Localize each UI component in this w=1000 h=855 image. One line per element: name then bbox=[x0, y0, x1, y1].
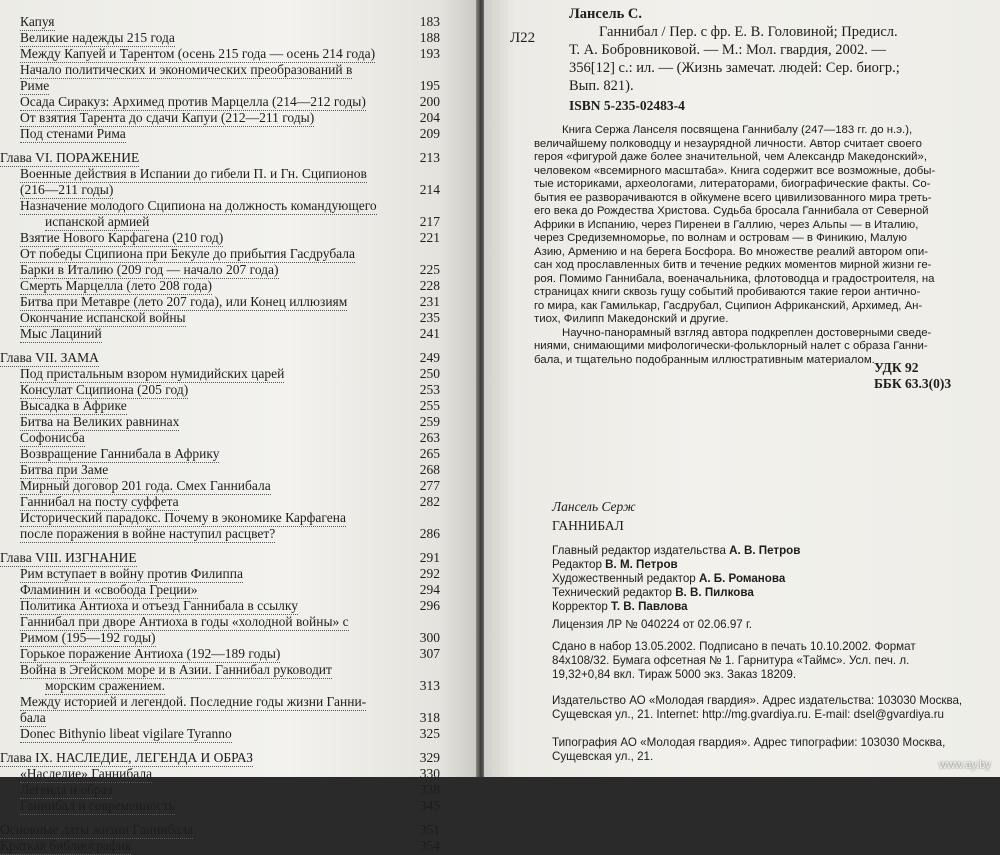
table-of-contents bbox=[0, 14, 440, 854]
toc-entry-title: испанской армией bbox=[45, 214, 150, 229]
toc-chapter bbox=[0, 550, 440, 566]
toc-entry-title: Donec Bithynio libeat vigilare Tyranno bbox=[20, 726, 232, 741]
toc-page-number: 213 bbox=[419, 150, 440, 165]
toc-entry-title: морским сражением. bbox=[45, 678, 165, 693]
bib-line: Лансель С. bbox=[569, 6, 642, 22]
toc-entry-title: Высадка в Африке bbox=[20, 398, 127, 413]
credit-line: Технический редактор В. В. Пилкова bbox=[552, 586, 754, 599]
toc-entry bbox=[0, 214, 440, 230]
toc-entry-title: Начало политических и экономических преобразований в bbox=[20, 62, 353, 77]
toc-entry bbox=[0, 662, 440, 678]
toc-entry-title: Смерть Марцелла (лето 208 года) bbox=[20, 278, 212, 293]
toc-page-number: 188 bbox=[419, 30, 440, 45]
author-name: Лансель Серж bbox=[552, 499, 636, 514]
bibliographic-record bbox=[569, 5, 959, 115]
toc-entry-title: Глава IX. НАСЛЕДИЕ, ЛЕГЕНДА И ОБРАЗ bbox=[0, 750, 254, 765]
toc-entry bbox=[0, 582, 440, 598]
toc-entry bbox=[0, 614, 440, 630]
annotation-line: бала, и тщательно подобранным иллюстративным материалом. bbox=[534, 353, 875, 366]
udk: УДК 92 bbox=[874, 360, 919, 375]
print-info-line: 84x108/32. Бумага офсетная № 1. Гарнитура «Таймс». Усл. печ. л. bbox=[552, 654, 910, 667]
toc-entry bbox=[0, 478, 440, 494]
print-info bbox=[552, 640, 916, 682]
toc-entry-title: Краткая библиография bbox=[0, 838, 132, 853]
toc-page-number: 183 bbox=[419, 14, 440, 29]
toc-entry-title: Мыс Лациний bbox=[20, 326, 102, 341]
toc-page-number: 325 bbox=[419, 726, 440, 741]
toc-page-number: 294 bbox=[419, 582, 440, 597]
toc-entry-title: Назначение молодого Сципиона на должность командующего bbox=[20, 198, 377, 213]
toc-entry-title: Консулат Сципиона (205 год) bbox=[20, 382, 189, 397]
toc-entry bbox=[0, 462, 440, 478]
toc-gap bbox=[0, 342, 440, 350]
toc-entry-title: Глава VIII. ИЗГНАНИЕ bbox=[0, 550, 137, 565]
toc-entry bbox=[0, 798, 440, 814]
toc-entry-title: От победы Сципиона при Бекуле до прибытия Гасдрубала bbox=[20, 246, 356, 261]
annotation-line: тые историками, археологами, литераторами, биографические факты. Со- bbox=[534, 178, 931, 190]
bib-line: Вып. 821). bbox=[569, 78, 634, 94]
toc-entry bbox=[0, 446, 440, 462]
bib-line: Ганнибал / Пер. с фр. Е. В. Головиной; Предисл. bbox=[599, 24, 898, 40]
annotation-line: Научно-панорамный взгляд автора подкреплен достоверными сведе- bbox=[562, 326, 932, 339]
toc-entry-title: От взятия Тарента до сдачи Капуи (212—211 годы) bbox=[20, 110, 315, 125]
toc-page-number: 318 bbox=[419, 710, 440, 725]
toc-page-number: 259 bbox=[419, 414, 440, 429]
toc-gap bbox=[0, 814, 440, 822]
toc-chapter bbox=[0, 838, 440, 854]
toc-entry-title: бала bbox=[20, 710, 46, 725]
toc-entry bbox=[0, 598, 440, 614]
toc-entry bbox=[0, 710, 440, 726]
annotation-line: ниями, снимающими мифологически-фольклорный налет с образа Ганни- bbox=[534, 340, 928, 352]
toc-entry bbox=[0, 246, 440, 262]
toc-entry-title: Мирный договор 201 года. Смех Ганнибала bbox=[20, 478, 271, 493]
toc-entry-title: Глава VII. ЗАМА bbox=[0, 350, 99, 365]
toc-page-number: 345 bbox=[419, 798, 440, 813]
toc-page-number: 277 bbox=[419, 478, 440, 493]
toc-entry-title: Ганнибал при дворе Антиоха в годы «холодной войны» с bbox=[20, 614, 349, 629]
typography-info bbox=[552, 736, 945, 764]
typography-line: Сущевская ул., 21. bbox=[552, 750, 654, 763]
toc-entry-title: Ганнибал на посту суффета bbox=[20, 494, 179, 509]
toc-entry-title: Софонисба bbox=[20, 430, 85, 445]
annotation-line: человеком «всемирного масштаба». Книга содержит все возможные, добы- bbox=[534, 164, 936, 177]
credit-line: Корректор Т. В. Павлова bbox=[552, 600, 688, 613]
toc-entry bbox=[0, 510, 440, 526]
toc-page-number: 263 bbox=[419, 430, 440, 445]
toc-entry-title: Под пристальным взором нумидийских царей bbox=[20, 366, 285, 381]
toc-chapter bbox=[0, 822, 440, 838]
toc-entry bbox=[0, 326, 440, 342]
toc-entry bbox=[0, 398, 440, 414]
toc-gap bbox=[0, 142, 440, 150]
toc-page-number: 200 bbox=[419, 94, 440, 109]
toc-entry bbox=[0, 78, 440, 94]
annotation-line: роя. Помимо Ганнибала, военачальника, флотоводца и градостроителя, на bbox=[534, 272, 935, 285]
toc-page-number: 330 bbox=[419, 766, 440, 781]
toc-entry-title: Окончание испанской войны bbox=[20, 310, 186, 325]
toc-entry bbox=[0, 294, 440, 310]
toc-entry bbox=[0, 262, 440, 278]
toc-entry-title: после поражения в войне наступил расцвет? bbox=[20, 526, 276, 541]
bib-line: Т. А. Бобровниковой. — М.: Мол. гвардия, 2002. — bbox=[569, 42, 887, 58]
toc-entry bbox=[0, 494, 440, 510]
toc-entry-title: (216—211 годы) bbox=[20, 182, 114, 197]
toc-page-number: 235 bbox=[419, 310, 440, 325]
annotation-line: бытия ее разворачиваются в ойкумене всего цивилизованного мира треть- bbox=[534, 191, 932, 204]
license: Лицензия ЛР № 040224 от 02.06.97 г. bbox=[552, 618, 752, 631]
toc-page-number: 228 bbox=[419, 278, 440, 293]
toc-entry-title: Возвращение Ганнибала в Африку bbox=[20, 446, 220, 461]
toc-entry-title: Ганнибал и современность bbox=[20, 798, 175, 813]
toc-entry bbox=[0, 182, 440, 198]
toc-entry bbox=[0, 46, 440, 62]
toc-entry-title: Осада Сиракуз: Архимед против Марцелла (214—212 годы) bbox=[20, 94, 366, 109]
toc-entry bbox=[0, 126, 440, 142]
toc-entry bbox=[0, 414, 440, 430]
toc-page-number: 225 bbox=[419, 262, 440, 277]
publisher-line: Издательство АО «Молодая гвардия». Адрес издательства: 103030 Москва, bbox=[552, 694, 963, 707]
toc-entry bbox=[0, 166, 440, 182]
bib-line: 356[12] с.: ил. — (Жизнь замечат. людей: Сер. биогр.; bbox=[569, 60, 900, 76]
toc-entry bbox=[0, 726, 440, 742]
toc-page-number: 204 bbox=[419, 110, 440, 125]
annotation-line: через Средиземноморье, по волнам и островам — в Финикию, Малую bbox=[534, 232, 907, 244]
toc-page-number: 351 bbox=[419, 822, 440, 837]
toc-entry bbox=[0, 30, 440, 46]
toc-page-number: 209 bbox=[419, 126, 440, 141]
typography-line: Типография АО «Молодая гвардия». Адрес типографии: 103030 Москва, bbox=[552, 736, 946, 749]
isbn: ISBN 5-235-02483-4 bbox=[569, 98, 685, 113]
toc-entry-title: Между историей и легендой. Последние годы жизни Ганни- bbox=[20, 694, 367, 709]
toc-entry bbox=[0, 694, 440, 710]
print-info-line: Сдано в набор 13.05.2002. Подписано в печать 10.10.2002. Формат bbox=[552, 640, 916, 653]
toc-entry bbox=[0, 630, 440, 646]
credit-line: Главный редактор издательства А. В. Петров bbox=[552, 544, 801, 557]
credits bbox=[552, 544, 800, 614]
toc-page-number: 313 bbox=[419, 678, 440, 693]
toc-entry bbox=[0, 646, 440, 662]
toc-gap bbox=[0, 542, 440, 550]
toc-entry-title: Битва при Метавре (лето 207 года), или Конец иллюзиям bbox=[20, 294, 348, 309]
publisher-line: Сущевская ул., 21. Internet: http://mg.gvardiya.ru. E-mail: dsel@gvardiya.ru bbox=[552, 708, 944, 721]
toc-page-number: 282 bbox=[419, 494, 440, 509]
annotation bbox=[534, 124, 954, 367]
toc-page-number: 329 bbox=[419, 750, 440, 765]
toc-page-number: 231 bbox=[419, 294, 440, 309]
toc-page-number: 253 bbox=[419, 382, 440, 397]
annotation-line: его века до Рождества Христова. Судьба бросала Ганнибала от Северной bbox=[534, 205, 929, 217]
toc-entry-title: Военные действия в Испании до гибели П. и Гн. Сципионов bbox=[20, 166, 367, 181]
toc-entry bbox=[0, 94, 440, 110]
toc-entry bbox=[0, 678, 440, 694]
annotation-line: Книга Сержа Ланселя посвящена Ганнибалу (247—183 гг. до н.э.), bbox=[562, 124, 913, 136]
toc-entry bbox=[0, 526, 440, 542]
toc-entry-title: Глава VI. ПОРАЖЕНИЕ bbox=[0, 150, 140, 165]
annotation-line: го мира, как Гамилькар, Гасдрубал, Сципион Африканский, Архимед, Ан- bbox=[534, 299, 923, 312]
toc-chapter bbox=[0, 350, 440, 366]
toc-entry-title: Фламинин и «свобода Греции» bbox=[20, 582, 198, 597]
toc-page-number: 217 bbox=[419, 214, 440, 229]
print-info-line: 19,32+0,84 вкл. Тираж 5000 экз. Заказ 18209. bbox=[552, 668, 797, 681]
toc-entry-title: Война в Эгейском море и в Азии. Ганнибал руководит bbox=[20, 662, 332, 677]
credit-line: Редактор В. М. Петров bbox=[552, 558, 678, 571]
toc-page-number: 296 bbox=[419, 598, 440, 613]
toc-page-number: 214 bbox=[419, 182, 440, 197]
annotation-line: Азию, Армению и на берега Босфора. Во множестве реалий автором опи- bbox=[534, 245, 928, 258]
credit-line: Художественный редактор А. Б. Романова bbox=[552, 572, 786, 585]
toc-page bbox=[0, 0, 478, 853]
toc-entry-title: Великие надежды 215 года bbox=[20, 30, 175, 45]
toc-entry-title: Основные даты жизни Ганнибала bbox=[0, 822, 194, 837]
toc-page-number: 286 bbox=[419, 526, 440, 541]
toc-entry-title: Римом (195—192 годы) bbox=[20, 630, 156, 645]
toc-entry-title: Легенда и образ bbox=[20, 782, 113, 797]
toc-entry bbox=[0, 430, 440, 446]
toc-entry-title: Битва на Великих равнинах bbox=[20, 414, 180, 429]
toc-entry bbox=[0, 230, 440, 246]
annotation-line: величайшему полководцу и незаурядной личности. Автор считает своего bbox=[534, 137, 922, 150]
toc-entry bbox=[0, 198, 440, 214]
toc-entry-title: Рим вступает в войну против Филиппа bbox=[20, 566, 243, 581]
toc-entry bbox=[0, 14, 440, 30]
book-title: ГАННИБАЛ bbox=[552, 518, 624, 533]
toc-entry-title: Исторический парадокс. Почему в экономике Карфагена bbox=[20, 510, 346, 525]
annotation-line: героя «фигурой даже более значительной, чем Александр Македонский», bbox=[534, 151, 928, 163]
publisher-info bbox=[552, 694, 962, 722]
toc-page-number: 221 bbox=[419, 230, 440, 245]
toc-entry bbox=[0, 366, 440, 382]
toc-entry-title: Риме bbox=[20, 78, 50, 93]
annotation-line: страницах книги сквозь гущу событий пробиваются такие герои антично- bbox=[534, 286, 921, 298]
toc-entry bbox=[0, 766, 440, 782]
toc-entry bbox=[0, 278, 440, 294]
toc-page-number: 268 bbox=[419, 462, 440, 477]
toc-entry-title: Под стенами Рима bbox=[20, 126, 126, 141]
toc-page-number: 241 bbox=[419, 326, 440, 341]
toc-page-number: 354 bbox=[419, 838, 440, 853]
toc-entry-title: Взятие Нового Карфагена (210 год) bbox=[20, 230, 224, 245]
toc-page-number: 250 bbox=[419, 366, 440, 381]
toc-gap bbox=[0, 742, 440, 750]
annotation-line: сан ход прославленных битв и течение редких моментов мирной жизни ге- bbox=[534, 259, 932, 271]
toc-entry bbox=[0, 110, 440, 126]
toc-entry-title: Политика Антиоха и отъезд Ганнибала в ссылку bbox=[20, 598, 298, 613]
toc-entry-title: Горькое поражение Антиоха (192—189 годы) bbox=[20, 646, 281, 661]
toc-entry bbox=[0, 566, 440, 582]
toc-page-number: 265 bbox=[419, 446, 440, 461]
toc-chapter bbox=[0, 750, 440, 766]
watermark: www.ay.by bbox=[939, 759, 991, 771]
annotation-line: Африки в Испанию, через Пиренеи в Галлию, через Альпы — в Италию, bbox=[534, 218, 919, 231]
toc-page-number: 300 bbox=[419, 630, 440, 645]
toc-page-number: 338 bbox=[419, 782, 440, 797]
toc-page-number: 291 bbox=[419, 550, 440, 565]
annotation-line: тиох, Филипп Македонский и другие. bbox=[534, 313, 729, 325]
toc-page-number: 292 bbox=[419, 566, 440, 581]
toc-chapter bbox=[0, 150, 440, 166]
toc-entry bbox=[0, 310, 440, 326]
toc-entry bbox=[0, 62, 440, 78]
toc-page-number: 195 bbox=[419, 78, 440, 93]
toc-entry bbox=[0, 782, 440, 798]
toc-entry-title: Капуя bbox=[20, 14, 55, 29]
toc-page-number: 307 bbox=[419, 646, 440, 661]
toc-entry-title: Барки в Италию (209 год — начало 207 года) bbox=[20, 262, 279, 277]
imprint-page bbox=[484, 0, 1000, 777]
toc-entry-title: Между Капуей и Тарентом (осень 215 года — осень 214 года) bbox=[20, 46, 376, 61]
toc-entry-title: «Наследие» Ганнибала bbox=[20, 766, 153, 781]
toc-page-number: 249 bbox=[419, 350, 440, 365]
library-code: Л22 bbox=[510, 30, 536, 46]
toc-page-number: 193 bbox=[419, 46, 440, 61]
toc-entry bbox=[0, 382, 440, 398]
bbk: ББК 63.3(0)3 bbox=[874, 376, 952, 391]
toc-entry-title: Битва при Заме bbox=[20, 462, 109, 477]
toc-page-number: 255 bbox=[419, 398, 440, 413]
